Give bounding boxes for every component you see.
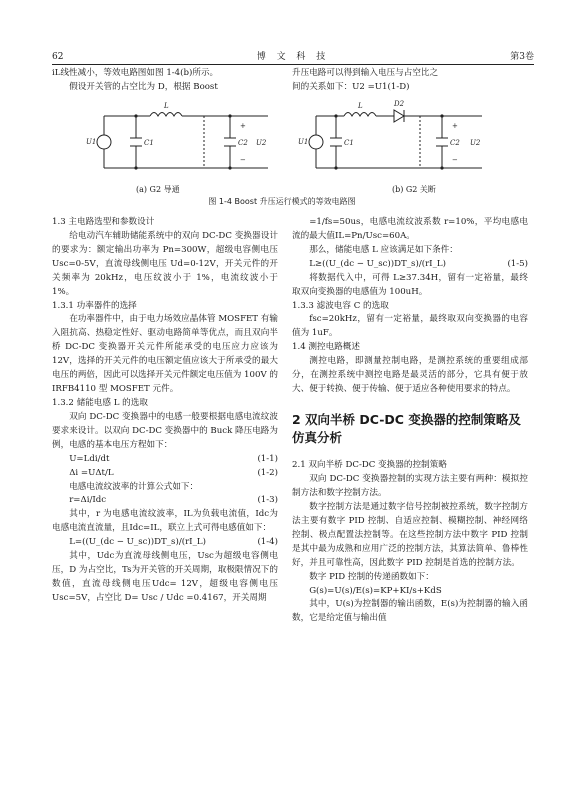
section-heading: 1.3.1 功率器件的选择 (52, 300, 137, 311)
page-header (52, 50, 534, 65)
subcaption-b: (b) G2 关断 (392, 185, 436, 194)
equation-number: (1-1) (257, 453, 278, 464)
equation-body: G(s)=U(s)/E(s)=KP+KI/s+KdS (309, 585, 442, 596)
paragraph: 假设开关管的占空比为 D，根据 Boost (69, 81, 218, 92)
label-c1: C1 (144, 139, 154, 147)
equation (292, 258, 528, 272)
journal-name: 博 文 科 技 (256, 52, 330, 62)
equation-number: (1-5) (507, 258, 528, 269)
paragraph: =1/fs=50us，电感电流纹波系数 r=10%，平均电感电流的最大值IL=Pn/Usc=60A。 (292, 217, 528, 241)
label-minus: − (452, 156, 458, 164)
equation (52, 536, 278, 550)
top-right-text (292, 67, 528, 95)
label-plus: + (452, 122, 458, 130)
section-heading: 1.3.2 储能电感 L 的选取 (52, 397, 148, 408)
equation-number: (1-3) (257, 495, 278, 506)
paragraph: fsc=20kHz，留有一定裕量，最终取双向变换器的电容值为 1uF。 (292, 314, 528, 339)
label-l: L (358, 102, 363, 110)
label-minus: − (240, 156, 246, 164)
label-u2: U2 (256, 139, 267, 147)
equation-body: Δi =UΔt/L (69, 467, 114, 478)
equation-number: (1-4) (257, 537, 278, 548)
section-heading: 1.3.3 滤波电容 C 的选取 (292, 300, 389, 311)
section-heading: 1.4 测控电路概述 (292, 342, 360, 353)
equation-body: L≥((U_(dc − U_sc))DT_s)/(rI_L) (309, 258, 446, 269)
paragraph: 电感电流纹波率的计算公式如下： (69, 481, 199, 492)
label-d2: D2 (394, 100, 405, 108)
equation-body: U=Ldi/dt (69, 453, 110, 464)
paragraph: 其中，U(s)为控制器的输出函数，E(s)为控制器的输入函数，它是给定值与输出值 (292, 599, 528, 624)
left-column (52, 216, 278, 606)
paragraph: 在功率器件中，由于电力场效应晶体管 MOSFET 有输入阻抗高、热稳定性好、驱动电路简单等优点，而且双向半桥 DC-DC 变换器开关元件所能承受的电压应力应该为 12V，选择的开关元件的电压额定值应该大于所承受的最大电压的两倍，因此可以选择开关元件额定电压值为 100V 的 IRFB4110 型 MOSFET 元件。 (52, 314, 278, 395)
equation (52, 467, 278, 481)
circuit-diagram-a (80, 96, 280, 181)
volume-label: 第3卷 (510, 52, 534, 62)
chapter-heading: 2 双向半桥 DC-DC 变换器的控制策略及仿真分析 (292, 411, 521, 446)
paragraph: 数字控制方法是通过数字信号控制被控系统，数字控制方法主要有数字 PID 控制、自适应控制、模糊控制、神经网络控制、极点配置法控制等。在这些控制方法中数字 PID 控制是其中最为成熟和应用广泛的控制方法，其算法简单、鲁棒性好，并且可靠性高，因此数字 PID 控制是首选的控制方法。 (292, 502, 528, 568)
equation (52, 453, 278, 467)
section-heading: 2.1 双向半桥 DC-DC 变换器的控制策略 (292, 460, 447, 471)
equation (52, 494, 278, 508)
label-c1: C1 (344, 139, 354, 147)
right-column (292, 216, 528, 626)
paragraph: 双向 DC-DC 变换器中的电感一般要根据电感电流纹波要求来设计。以双向 DC-DC 变换器中的 Buck 降压电路为例，电感的基本电压方程如下： (52, 411, 278, 450)
equation (292, 585, 528, 599)
paragraph: 其中，r 为电感电流纹波率，IL为负载电流值，Idc为电感电流直流量，且Idc=IL，联立上式可得电感值如下： (52, 509, 278, 534)
paragraph: 给电动汽车辅助储能系统中的双向 DC-DC 变换器设计的要求为：额定输出功率为 Pn=300W，超级电容侧电压 Usc=0-5V，直流母线侧电压 Ud=0-12V，开关元件的开关频率为 20kHz，电压纹波小于 1%，电流纹波小于 1%。 (52, 230, 278, 297)
label-u2: U2 (470, 139, 481, 147)
figure-caption: 图 1-4 Boost 升压运行模式的等效电路图 (208, 197, 356, 206)
equation-body: r=Δi/Idc (69, 495, 107, 506)
paragraph: 将数据代入中，可得 L≥37.34H，留有一定裕量，最终取双向变换器的电感值为 100uH。 (292, 272, 528, 297)
paragraph: 间的关系如下：U2 =U1(1-D) (292, 81, 410, 92)
label-u1: U1 (86, 138, 97, 146)
label-c2: C2 (450, 139, 460, 147)
subcaption-a: (a) G2 导通 (136, 185, 180, 194)
section-heading: 1.3 主电路选型和参数设计 (52, 217, 155, 227)
paragraph: 数字 PID 控制的传递函数如下： (309, 571, 434, 582)
label-plus: + (240, 122, 246, 130)
label-l: L (164, 102, 169, 110)
label-c2: C2 (238, 139, 248, 147)
page-number: 62 (52, 52, 64, 62)
equation-number: (1-2) (257, 467, 278, 478)
circuit-diagram-b (296, 96, 496, 181)
paragraph: 双向 DC-DC 变换器控制的实现方法主要有两种：模拟控制方法和数字控制方法。 (292, 474, 528, 499)
top-left-text (52, 67, 278, 95)
paragraph: 升压电路可以得到输入电压与占空比之 (292, 68, 439, 78)
equation-body: L=((U_(dc − U_sc))DT_s)/(rI_L) (69, 537, 206, 548)
paragraph: iL线性减小，等效电路图如图 1-4(b)所示。 (52, 68, 219, 78)
paragraph: 那么，储能电感 L 应该满足如下条件： (309, 244, 458, 255)
label-u1: U1 (298, 138, 309, 146)
paragraph: 测控电路，即测量控制电路，是测控系统的重要组成部分，在测控系统中测控电路是最灵活的部分，它具有便于放大、便于转换、便于传输、便于适应各种使用要求的特点。 (292, 356, 528, 395)
paragraph: 其中，Udc为直流母线侧电压，Usc为超级电容侧电压，D 为占空比，Ts为开关管的开关周期，取极限情况下的数值，直流母线侧电压Udc= 12V，超级电容侧电压Usc=5V，占空比 D= Usc / Udc =0.4167，开关周期 (52, 551, 278, 603)
